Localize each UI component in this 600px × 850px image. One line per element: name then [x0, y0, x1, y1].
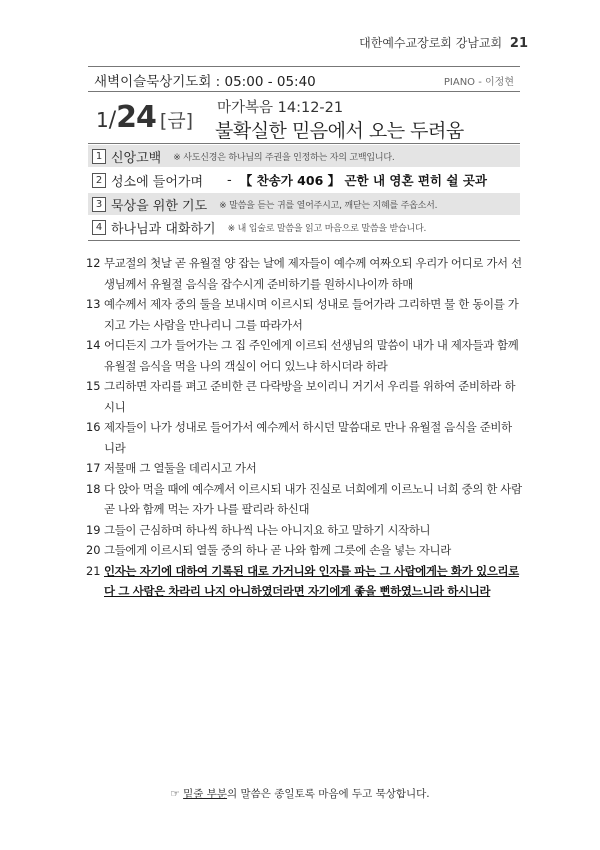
hymn-title: 【 찬송가 406 】 곤한 내 영혼 편히 쉴 곳과	[239, 173, 487, 188]
sermon-title: 불확실한 믿음에서 오는 두려움	[215, 120, 464, 142]
verse-text: 예수께서 제자 중의 둘을 보내시며 이르시되 성내로 들어가라 그리하면 물 한 동이를 가지고 가는 사람을 만나리니 그를 따라가서	[104, 297, 519, 332]
verse-19	[86, 520, 522, 541]
divider	[88, 91, 520, 92]
verse-number: 17	[86, 461, 101, 475]
verse-number: 20	[86, 543, 101, 557]
verse-number: 18	[86, 481, 101, 496]
verse-13	[86, 294, 522, 335]
step-dialogue	[88, 216, 520, 238]
verse-text: 무교절의 첫날 곧 유월절 양 잡는 날에 제자들이 예수께 여짜오되 우리가 어디로 가서 선생님께서 유월절 음식을 잡수시게 준비하기를 원하시나이까 하매	[104, 256, 522, 291]
verse-18	[86, 479, 522, 520]
verse-text: 제자들이 나가 성내로 들어가서 예수께서 하시던 말씀대로 만나 유월절 음식을 준비하니라	[104, 420, 512, 455]
verse-text: 다 앉아 먹을 때에 예수께서 이르시되 내가 진실로 너희에게 이르노니 너희 중의 한 사람 곧 나와 함께 먹는 자가 나를 팔리라 하신대	[104, 481, 522, 516]
page-number: 21	[509, 36, 528, 51]
date-display	[96, 100, 193, 135]
meditation-instruction: 의 말씀은 종일토록 마음에 두고 묵상합니다.	[227, 788, 430, 800]
step-confession	[88, 145, 520, 167]
step-number: 3	[92, 197, 106, 212]
pointing-hand-icon: ☞	[170, 788, 180, 800]
verse-text: 그들에게 이르시되 열둘 중의 하나 곧 나와 함께 그릇에 손을 넣는 자니라	[104, 543, 451, 557]
verse-text: 그리하면 자리를 펴고 준비한 큰 다락방을 보이리니 거기서 우리를 위하여 준비하라 하시니	[104, 379, 516, 414]
step-number: 4	[92, 220, 106, 235]
step-dash: -	[227, 172, 232, 188]
verse-number: 12	[86, 256, 101, 270]
church-name: 대한예수교장로회 강남교회	[359, 36, 503, 50]
verse-number: 14	[86, 338, 101, 352]
verse-number: 16	[86, 420, 101, 434]
verse-16	[86, 417, 522, 458]
page-header	[359, 34, 528, 51]
step-note: ※ 사도신경은 하나님의 주권을 인정하는 자의 고백입니다.	[173, 152, 395, 163]
verse-12	[86, 253, 522, 294]
verse-text: 저물매 그 열둘을 데리시고 가서	[104, 461, 257, 475]
date-day: 24	[116, 100, 156, 135]
verse-text: 그들이 근심하며 하나씩 하나씩 나는 아니지요 하고 말하기 시작하니	[104, 522, 431, 537]
verse-20	[86, 540, 522, 561]
step-label: 성소에 들어가며	[111, 174, 204, 190]
divider	[88, 66, 520, 67]
verse-number: 21	[86, 563, 101, 578]
divider	[88, 240, 520, 241]
verse-text: 어디든지 그가 들어가는 그 집 주인에게 이르되 선생님의 말씀이 내가 내 제자들과 함께 유월절 음식을 먹을 나의 객실이 어디 있느냐 하시더라 하라	[104, 338, 519, 373]
verse-text: 인자는 자기에 대하여 기록된 대로 가거니와 인자를 파는 그 사람에게는 화가 있으리로다 그 사람은 차라리 나지 아니하였더라면 자기에게 좋을 뻔하였느니라 하시니라	[104, 563, 519, 598]
verse-number: 13	[86, 297, 101, 311]
verse-14	[86, 335, 522, 376]
divider	[88, 143, 520, 144]
step-prayer	[88, 193, 520, 215]
step-note: ※ 말씀을 듣는 귀를 열어주시고, 깨닫는 지혜를 주옵소서.	[219, 200, 438, 211]
step-label: 묵상을 위한 기도	[111, 198, 208, 214]
scripture-passage	[86, 253, 522, 602]
service-time: 새벽이슬묵상기도회 : 05:00 - 05:40	[94, 74, 316, 90]
step-entering	[88, 169, 520, 191]
meditation-note	[0, 786, 600, 801]
step-number: 2	[92, 173, 106, 188]
verse-17	[86, 458, 522, 479]
scripture-reference: 마가복음 14:12-21	[217, 100, 344, 116]
step-label: 신앙고백	[111, 150, 162, 166]
step-note: ※ 내 입술로 말씀을 읽고 마음으로 말씀을 받습니다.	[227, 223, 427, 234]
underlined-part: 밑줄 부분	[183, 788, 228, 800]
verse-15	[86, 376, 522, 417]
step-number: 1	[92, 149, 106, 164]
date-weekday: [금]	[159, 110, 194, 132]
date-slash: /	[108, 108, 117, 133]
piano-player: PIANO - 이정현	[443, 77, 514, 88]
verse-number: 19	[86, 522, 101, 537]
step-label: 하나님과 대화하기	[111, 221, 216, 237]
verse-21-highlighted	[86, 561, 522, 602]
date-month: 1	[96, 108, 109, 132]
verse-number: 15	[86, 379, 101, 393]
